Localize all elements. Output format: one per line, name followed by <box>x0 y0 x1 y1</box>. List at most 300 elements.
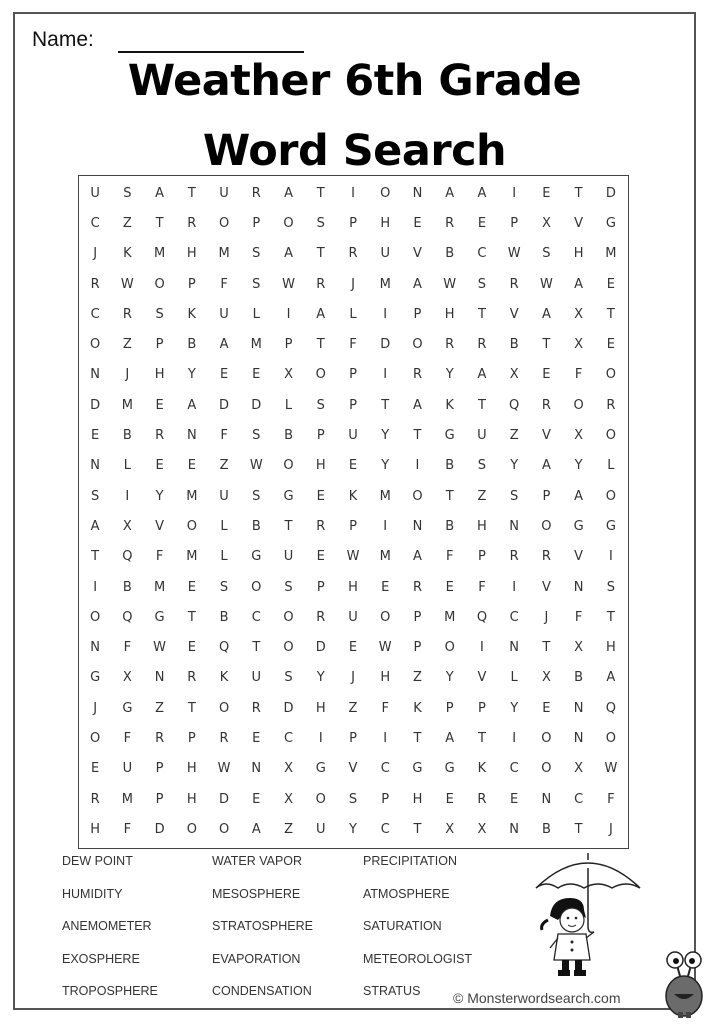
grid-letter: G <box>573 518 584 534</box>
grid-letter: C <box>574 791 584 807</box>
grid-letter: B <box>122 579 132 595</box>
grid-letter: P <box>155 761 164 777</box>
grid-letter: T <box>316 185 325 201</box>
grid-letter: S <box>252 488 261 504</box>
grid-letter: D <box>380 337 391 353</box>
word-list-item: EVAPORATION <box>212 951 301 966</box>
name-label: Name: <box>32 28 94 51</box>
grid-letter: C <box>283 730 294 746</box>
grid-letter: S <box>284 579 293 595</box>
word-list-item: ANEMOMETER <box>62 919 152 934</box>
grid-letter: T <box>574 821 583 837</box>
grid-letter: T <box>187 609 196 625</box>
grid-letter: X <box>445 821 455 837</box>
grid-letter: O <box>154 276 165 292</box>
grid-letter: D <box>315 640 326 656</box>
grid-letter: O <box>315 367 326 383</box>
grid-letter: L <box>220 549 228 565</box>
grid-letter: Y <box>445 367 454 383</box>
grid-letter: B <box>445 518 455 534</box>
grid-letter: A <box>284 185 293 201</box>
grid-letter: N <box>251 761 262 777</box>
grid-letter: B <box>574 670 584 686</box>
grid-letter: I <box>125 488 130 504</box>
grid-letter: R <box>606 397 616 413</box>
grid-letter: N <box>412 185 423 201</box>
grid-letter: O <box>251 579 262 595</box>
grid-letter: T <box>413 428 422 444</box>
grid-letter: D <box>605 185 616 201</box>
grid-letter: V <box>541 428 551 444</box>
grid-letter: Z <box>509 428 519 444</box>
grid-letter: O <box>380 609 391 625</box>
grid-letter: J <box>351 276 355 292</box>
grid-letter: A <box>413 276 422 292</box>
grid-letter: X <box>574 428 584 444</box>
grid-letter: P <box>349 367 357 383</box>
word-list-item: TROPOSPHERE <box>62 984 158 999</box>
grid-letter: R <box>412 367 422 383</box>
grid-letter: X <box>574 640 584 656</box>
grid-letter: I <box>415 458 420 474</box>
grid-letter: L <box>252 306 260 322</box>
grid-letter: R <box>155 730 165 746</box>
grid-letter: Y <box>381 458 390 474</box>
grid-letter: J <box>608 821 613 837</box>
grid-letter: O <box>283 609 294 625</box>
grid-letter: E <box>445 579 454 595</box>
grid-letter: E <box>510 791 519 807</box>
grid-letter: A <box>477 367 487 383</box>
grid-letter: Z <box>284 821 293 837</box>
grid-letter: R <box>122 306 132 322</box>
grid-letter: A <box>606 670 616 686</box>
grid-letter: G <box>251 549 262 565</box>
grid-letter: A <box>413 549 422 565</box>
grid-letter: R <box>541 397 551 413</box>
grid-letter: O <box>283 640 294 656</box>
grid-letter: N <box>573 730 584 746</box>
grid-letter: A <box>445 730 455 746</box>
grid-letter: O <box>412 488 423 504</box>
grid-letter: F <box>220 428 228 444</box>
grid-letter: A <box>155 185 165 201</box>
grid-letter: M <box>186 549 198 565</box>
page-title-line1: Weather 6th Grade <box>127 56 582 106</box>
grid-letter: S <box>155 306 164 322</box>
grid-letter: I <box>480 640 484 656</box>
grid-letter: T <box>574 185 583 201</box>
grid-letter: T <box>316 246 325 262</box>
grid-letter: O <box>605 730 616 746</box>
grid-letter: T <box>413 730 422 746</box>
grid-letter: P <box>316 428 325 444</box>
grid-letter: R <box>477 791 487 807</box>
grid-letter: P <box>187 276 196 292</box>
grid-letter: C <box>380 761 390 777</box>
grid-letter: S <box>284 670 293 686</box>
grid-letter: I <box>93 579 98 595</box>
grid-letter: N <box>186 428 197 444</box>
grid-letter: E <box>316 549 325 565</box>
grid-letter: S <box>477 276 487 292</box>
grid-letter: A <box>219 337 229 353</box>
grid-letter: U <box>122 761 133 777</box>
grid-letter: G <box>90 670 101 686</box>
grid-letter: N <box>509 640 520 656</box>
grid-letter: X <box>574 337 584 353</box>
grid-letter: T <box>316 337 325 353</box>
word-list-item: STRATOSPHERE <box>212 919 313 934</box>
grid-letter: Z <box>122 215 132 231</box>
grid-letter: C <box>509 609 519 625</box>
grid-letter: Y <box>510 458 519 474</box>
word-list-item: MESOSPHERE <box>212 886 301 901</box>
grid-letter: S <box>252 428 261 444</box>
grid-letter: E <box>381 579 390 595</box>
grid-letter: N <box>573 579 584 595</box>
grid-letter: S <box>252 246 261 262</box>
grid-letter: D <box>154 821 165 837</box>
grid-letter: B <box>445 458 455 474</box>
girl-with-umbrella-icon <box>528 848 658 983</box>
grid-letter: S <box>219 579 229 595</box>
grid-letter: J <box>93 700 98 716</box>
grid-letter: P <box>284 337 293 353</box>
grid-letter: G <box>412 761 423 777</box>
copyright-credit: © Monsterwordsearch.com <box>453 990 621 1006</box>
grid-letter: Y <box>381 428 390 444</box>
grid-letter: K <box>348 488 358 504</box>
grid-letter: U <box>348 609 358 625</box>
grid-letter: R <box>316 276 326 292</box>
grid-letter: S <box>316 215 325 231</box>
grid-letter: I <box>512 730 517 746</box>
grid-letter: H <box>186 791 197 807</box>
grid-letter: B <box>445 246 455 262</box>
grid-letter: V <box>541 579 551 595</box>
grid-letter: O <box>218 700 230 716</box>
grid-letter: T <box>477 730 486 746</box>
name-field-line[interactable] <box>118 51 304 53</box>
grid-letter: E <box>542 367 551 383</box>
grid-letter: O <box>541 730 552 746</box>
grid-letter: N <box>541 791 552 807</box>
grid-letter: R <box>348 246 358 262</box>
grid-letter: A <box>541 458 551 474</box>
grid-letter: E <box>606 337 615 353</box>
grid-letter: E <box>187 640 196 656</box>
grid-letter: P <box>316 579 325 595</box>
word-list-item: WATER VAPOR <box>212 854 303 869</box>
grid-letter: P <box>445 700 454 716</box>
grid-letter: H <box>154 367 165 383</box>
grid-letter: V <box>348 761 358 777</box>
grid-letter: F <box>123 640 132 656</box>
grid-letter: E <box>187 579 196 595</box>
grid-letter: O <box>541 761 552 777</box>
grid-letter: Z <box>413 670 422 686</box>
grid-letter: D <box>219 397 230 413</box>
grid-letter: Z <box>348 700 358 716</box>
grid-letter: E <box>316 488 325 504</box>
grid-letter: P <box>413 640 422 656</box>
grid-letter: O <box>444 640 455 656</box>
grid-letter: V <box>155 518 165 534</box>
grid-letter: F <box>607 791 615 807</box>
grid-letter: G <box>122 700 133 716</box>
grid-letter: H <box>186 246 197 262</box>
grid-letter: T <box>155 215 164 231</box>
grid-letter: Z <box>219 458 229 474</box>
grid-letter: U <box>219 488 229 504</box>
word-search-grid <box>78 175 629 849</box>
word-list-item: SATURATION <box>363 919 442 934</box>
grid-letter: O <box>218 821 230 837</box>
grid-letter: M <box>605 246 617 262</box>
grid-letter: E <box>542 185 551 201</box>
grid-letter: R <box>541 549 551 565</box>
grid-letter: H <box>380 670 391 686</box>
grid-letter: S <box>606 579 615 595</box>
grid-letter: W <box>153 640 167 656</box>
grid-letter: N <box>90 640 100 656</box>
grid-letter: F <box>574 367 583 383</box>
grid-letter: U <box>316 821 326 837</box>
grid-letter: Q <box>122 549 133 565</box>
grid-letter: H <box>315 700 326 716</box>
grid-letter: O <box>90 337 101 353</box>
grid-letter: G <box>315 761 326 777</box>
grid-letter: K <box>477 761 487 777</box>
grid-letter: P <box>349 215 357 231</box>
grid-letter: Z <box>155 700 165 716</box>
grid-letter: B <box>219 609 229 625</box>
grid-letter: A <box>251 821 261 837</box>
grid-letter: E <box>348 458 358 474</box>
grid-letter: I <box>383 306 388 322</box>
grid-letter: S <box>123 185 132 201</box>
word-list-item: STRATUS <box>363 984 421 999</box>
grid-letter: X <box>122 670 132 686</box>
grid-letter: T <box>542 337 551 353</box>
grid-letter: E <box>219 367 229 383</box>
grid-letter: C <box>380 821 390 837</box>
grid-letter: P <box>155 337 164 353</box>
grid-letter: T <box>606 306 615 322</box>
grid-letter: R <box>445 337 455 353</box>
grid-letter: M <box>218 246 230 262</box>
grid-letter: T <box>284 518 293 534</box>
grid-letter: R <box>219 730 229 746</box>
grid-letter: R <box>251 185 261 201</box>
grid-letter: R <box>90 276 100 292</box>
grid-letter: F <box>381 700 389 716</box>
grid-letter: C <box>477 246 487 262</box>
grid-letter: E <box>252 791 261 807</box>
grid-letter: B <box>187 337 197 353</box>
grid-letter: G <box>283 488 294 504</box>
grid-letter: R <box>509 549 519 565</box>
grid-letter: T <box>477 397 486 413</box>
grid-letter: F <box>574 609 583 625</box>
grid-letter: T <box>445 488 454 504</box>
grid-letter: I <box>512 185 517 201</box>
grid-letter: M <box>379 276 391 292</box>
grid-letter: X <box>541 670 551 686</box>
grid-letter: M <box>121 397 133 413</box>
grid-letter: R <box>90 791 100 807</box>
grid-letter: J <box>125 367 130 383</box>
grid-letter: E <box>542 700 551 716</box>
grid-letter: K <box>219 670 229 686</box>
grid-letter: I <box>383 730 388 746</box>
grid-letter: U <box>348 428 358 444</box>
grid-letter: N <box>509 518 520 534</box>
grid-letter: H <box>605 640 616 656</box>
grid-letter: X <box>284 367 293 383</box>
grid-letter: M <box>153 246 166 262</box>
grid-letter: X <box>284 791 293 807</box>
grid-letter: K <box>123 246 132 262</box>
grid-letter: Q <box>605 700 616 716</box>
grid-letter: L <box>349 306 357 322</box>
grid-letter: X <box>574 761 584 777</box>
grid-letter: G <box>605 518 616 534</box>
word-list-item: HUMIDITY <box>62 886 123 901</box>
grid-letter: M <box>186 488 198 504</box>
grid-letter: L <box>123 458 131 474</box>
grid-letter: A <box>445 185 455 201</box>
grid-letter: U <box>380 246 390 262</box>
grid-letter: D <box>219 791 230 807</box>
grid-letter: Y <box>445 670 454 686</box>
grid-letter: Q <box>122 609 133 625</box>
grid-letter: L <box>220 518 228 534</box>
grid-letter: V <box>413 246 422 262</box>
grid-letter: K <box>413 700 422 716</box>
grid-letter: J <box>351 670 355 686</box>
grid-letter: B <box>541 821 551 837</box>
grid-letter: X <box>574 306 584 322</box>
grid-letter: Q <box>218 640 230 656</box>
grid-letter: C <box>251 609 261 625</box>
grid-letter: E <box>445 791 454 807</box>
grid-letter: P <box>349 518 357 534</box>
grid-letter: V <box>574 549 584 565</box>
grid-letter: T <box>187 185 196 201</box>
grid-letter: S <box>348 791 358 807</box>
grid-letter: N <box>509 821 520 837</box>
grid-letter: W <box>539 276 553 292</box>
grid-letter: W <box>282 276 295 292</box>
grid-letter: E <box>155 397 164 413</box>
grid-letter: Q <box>509 397 520 413</box>
grid-letter: X <box>284 761 293 777</box>
grid-letter: U <box>251 670 262 686</box>
grid-letter: S <box>542 246 551 262</box>
grid-letter: A <box>574 488 584 504</box>
grid-letter: V <box>477 670 487 686</box>
grid-letter: H <box>380 215 391 231</box>
grid-letter: M <box>153 579 166 595</box>
grid-letter: W <box>120 276 134 292</box>
grid-letter: F <box>155 549 164 565</box>
grid-letter: G <box>154 609 165 625</box>
grid-letter: B <box>284 428 293 444</box>
grid-letter: A <box>316 306 326 322</box>
grid-letter: P <box>349 397 357 413</box>
grid-letter: A <box>90 518 100 534</box>
grid-letter: F <box>349 337 357 353</box>
grid-letter: H <box>412 791 423 807</box>
grid-letter: X <box>509 367 519 383</box>
grid-letter: K <box>187 306 197 322</box>
grid-letter: Z <box>477 488 487 504</box>
grid-letter: G <box>605 215 616 231</box>
grid-letter: S <box>316 397 325 413</box>
grid-letter: B <box>251 518 261 534</box>
grid-letter: E <box>155 458 164 474</box>
grid-letter: Y <box>316 670 325 686</box>
monster-mascot-icon <box>662 950 706 1020</box>
grid-letter: O <box>380 185 391 201</box>
grid-letter: T <box>542 640 551 656</box>
grid-letter: E <box>91 761 100 777</box>
grid-letter: R <box>187 670 197 686</box>
grid-letter: U <box>90 185 100 201</box>
grid-letter: W <box>346 549 360 565</box>
grid-letter: X <box>541 215 551 231</box>
grid-letter: A <box>284 246 293 262</box>
grid-letter: R <box>412 579 422 595</box>
grid-letter: F <box>220 276 228 292</box>
grid-letter: O <box>315 791 326 807</box>
grid-letter: Y <box>155 488 164 504</box>
grid-letter: F <box>123 730 132 746</box>
grid-letter: S <box>252 276 261 292</box>
grid-letter: U <box>477 428 487 444</box>
grid-letter: B <box>509 337 519 353</box>
page-title-line2: Word Search <box>202 126 507 176</box>
grid-letter: A <box>187 397 197 413</box>
grid-letter: A <box>574 276 584 292</box>
grid-letter: W <box>604 761 618 777</box>
grid-letter: P <box>542 488 551 504</box>
grid-letter: O <box>283 458 294 474</box>
grid-letter: O <box>605 367 616 383</box>
grid-letter: I <box>383 518 388 534</box>
grid-letter: U <box>219 306 229 322</box>
grid-letter: T <box>477 306 486 322</box>
grid-letter: D <box>283 700 294 716</box>
grid-letter: J <box>544 609 549 625</box>
grid-letter: P <box>413 609 422 625</box>
grid-letter: D <box>251 397 262 413</box>
grid-letter: K <box>445 397 454 413</box>
grid-letter: S <box>90 488 100 504</box>
grid-letter: N <box>412 518 423 534</box>
grid-letter: O <box>605 428 616 444</box>
grid-letter: R <box>316 609 326 625</box>
grid-letter: M <box>121 791 133 807</box>
grid-letter: M <box>379 488 391 504</box>
word-list-item: METEOROLOGIST <box>363 951 473 966</box>
grid-letter: E <box>477 215 487 231</box>
word-list-item: PRECIPITATION <box>363 854 457 869</box>
grid-letter: S <box>477 458 487 474</box>
grid-letter: I <box>318 730 323 746</box>
